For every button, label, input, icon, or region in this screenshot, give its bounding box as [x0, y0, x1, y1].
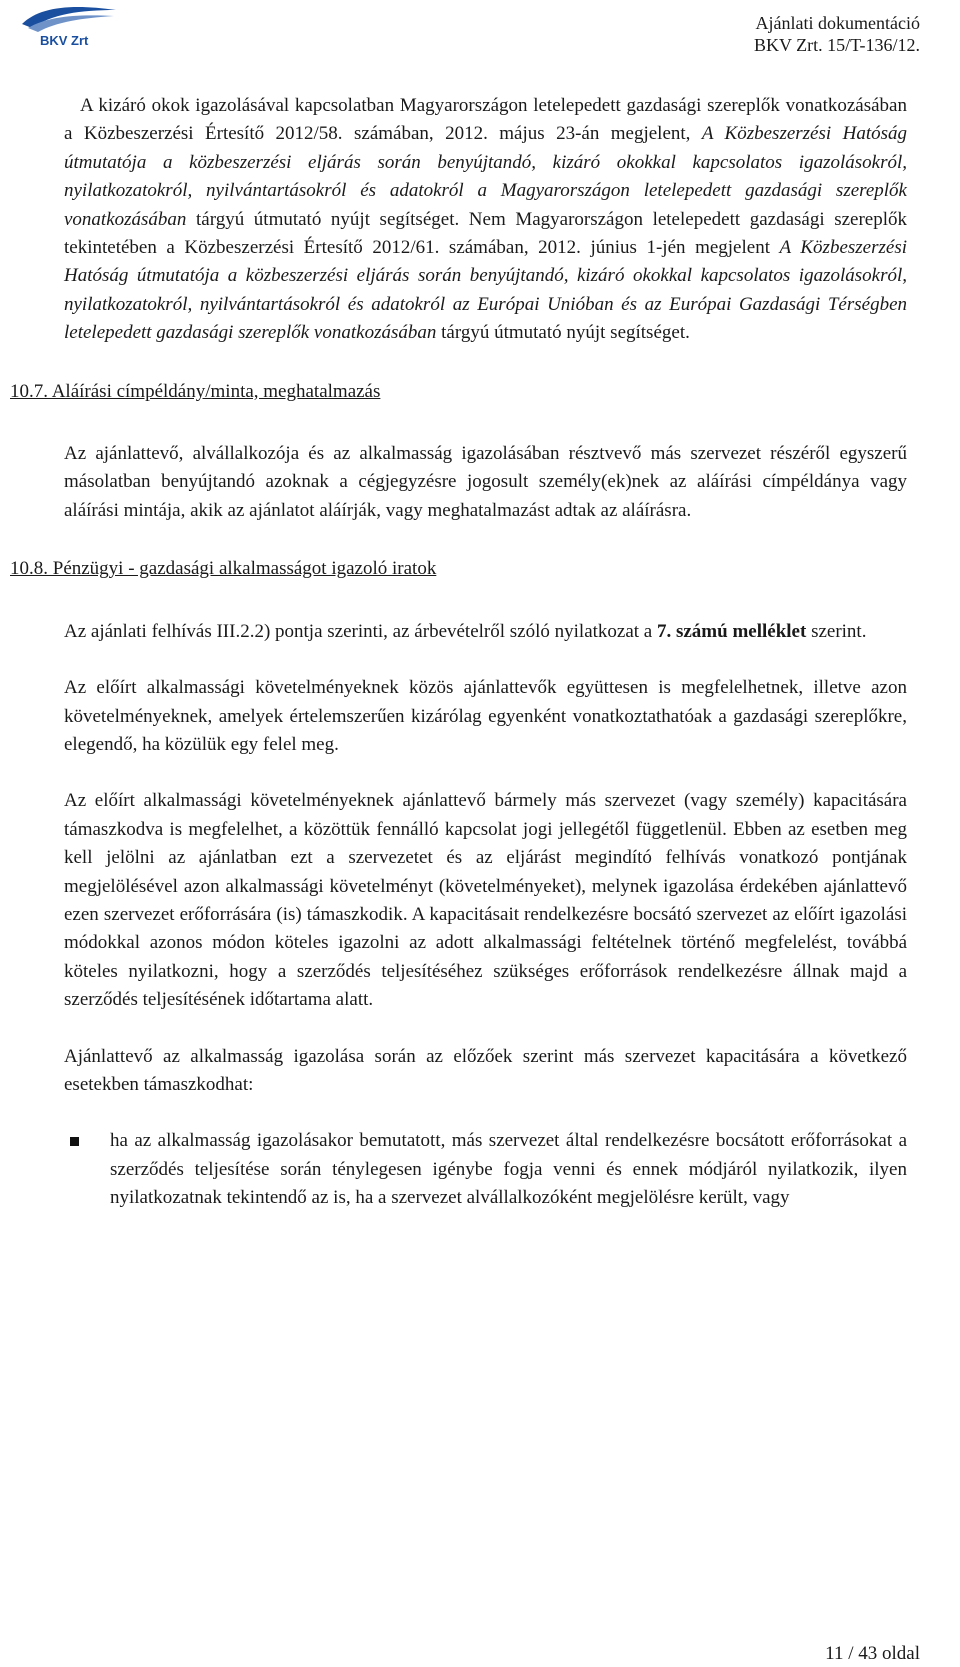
section-10-7-body: Az ajánlattevő, alvállalkozója és az alkalmasság igazolásában résztvevő más szervezet részéről egyszerű másolatban benyújtandó azoknak a cégjegyzésre jogosult személy(ek)nek az aláírási címpéldánya vagy aláírási mintája, akik az ajánlatot aláírják, vagy meghatalmazást adtak az aláírásra.	[64, 443, 907, 521]
section-10-8-paragraph-2: Az előírt alkalmassági követelményeknek közös ajánlattevők együttesen is megfelelhetnek, illetve azon követelményeknek, amelyek értelemszerűen kizárólag egyenként vonatkoztathatóak a gazdasági szereplőkre, elegendő, ha közülük egy felel meg.	[64, 677, 907, 755]
guide-title-eu: A Közbeszerzési Hatóság útmutatója a közbeszerzési eljárás során benyújtandó, kizáró okokkal kapcsolatos igazolásokról, nyilatkozatokról, nyilvántartásokról és adatokról az Európai Unióban és az Európai Gazdasági Térségben letelepedett gazdasági szereplők vonatkozásában	[64, 237, 907, 344]
annex-reference: 7. számú melléklet	[656, 620, 807, 642]
section-10-8-paragraph-1: Az ajánlati felhívás III.2.2) pontja szerinti, az árbevételről szóló nyilatkozat a 7. számú melléklet szerint.	[64, 620, 867, 642]
logo-text: BKV Zrt	[40, 33, 89, 48]
bkv-logo	[18, 2, 120, 48]
document-body	[10, 92, 907, 1213]
section-10-8-paragraph-3: Az előírt alkalmassági követelményeknek ajánlattevő bármely más szervezet (vagy személy) kapacitására támaszkodva is megfelelhet, a közöttük fennálló kapcsolat jogi jellegétől függetlenül. Ebben az esetben meg kell jelölni az ajánlatban ezt a szervezetet és az eljárást megindító felhívás vonatkozó pontjának megjelölésével azon alkalmassági követelményt (követelményeket), melynek igazolása érdekében ajánlattevő ezen szervezet erőforrására (is) támaszkodik. A kapacitásait rendelkezésre bocsátó szervezet az előírt igazolási módokkal azonos módon köteles igazolni az adott alkalmassági feltételnek történő megfelelést, továbbá köteles nyilatkozni, hogy a szerződés teljesítéséhez szükséges erőforrások rendelkezésre állnak majd a szerződés teljesítésének időtartama alatt.	[64, 790, 907, 1011]
guide-title-domestic: A Közbeszerzési Hatóság útmutatója a közbeszerzési eljárás során benyújtandó, kizáró okokkal kapcsolatos igazolásokról, nyilatkozatokról, nyilvántartásokról és adatokról a Magyarországon letelepedett gazdasági szereplők vonatkozásában	[64, 123, 907, 230]
list-item-text: ha az alkalmasság igazolásakor bemutatott, más szervezet által rendelkezésre bocsátott erőforrásokat a szerződés teljesítése során ténylegesen igénybe fogja venni és ennek módjáról nyilatkozik, ilyen nyilatkozatnak tekintendő az is, ha a szervezet alvállalkozóként megjelölésre került, vagy	[110, 1130, 907, 1209]
document-reference: BKV Zrt. 15/T-136/12.	[753, 35, 920, 55]
list-item	[64, 1127, 907, 1212]
document-title: Ajánlati dokumentáció	[755, 13, 920, 33]
section-10-8-paragraph-4: Ajánlattevő az alkalmasság igazolása során az előzőek szerint más szervezet kapacitására a következő esetekben támaszkodhat:	[64, 1045, 907, 1095]
intro-paragraph: A kizáró okok igazolásával kapcsolatban Magyarországon letelepedett gazdasági szereplők vonatkozásában a Közbeszerzési Értesítő 2012/58. számában, 2012. május 23-án megjelent, A Közbeszerzési Hatóság útmutatója a közbeszerzési eljárás során benyújtandó, kizáró okokkal kapcsolatos igazolásokról, nyilatkozatokról, nyilvántartásokról és adatokról a Magyarországon letelepedett gazdasági szereplők vonatkozásában tárgyú útmutató nyújt segítséget. Nem Magyarországon letelepedett gazdasági szereplők tekintetében a Közbeszerzési Értesítő 2012/61. számában, 2012. június 1-jén megjelent A Közbeszerzési Hatóság útmutatója a közbeszerzési eljárás során benyújtandó, kizáró okokkal kapcsolatos igazolásokról, nyilatkozatokról, nyilvántartásokról és adatokról az Európai Unióban és az Európai Gazdasági Térségben letelepedett gazdasági szereplők vonatkozásában tárgyú útmutató nyújt segítséget.	[64, 95, 907, 344]
section-heading-10-8: 10.8. Pénzügyi - gazdasági alkalmasságot igazoló iratok	[10, 558, 437, 580]
page-number: 11 / 43 oldal	[825, 1643, 920, 1664]
document-header	[754, 12, 920, 56]
section-heading-10-7: 10.7. Aláírási címpéldány/minta, meghatalmazás	[10, 380, 381, 402]
square-bullet-icon	[70, 1137, 79, 1146]
